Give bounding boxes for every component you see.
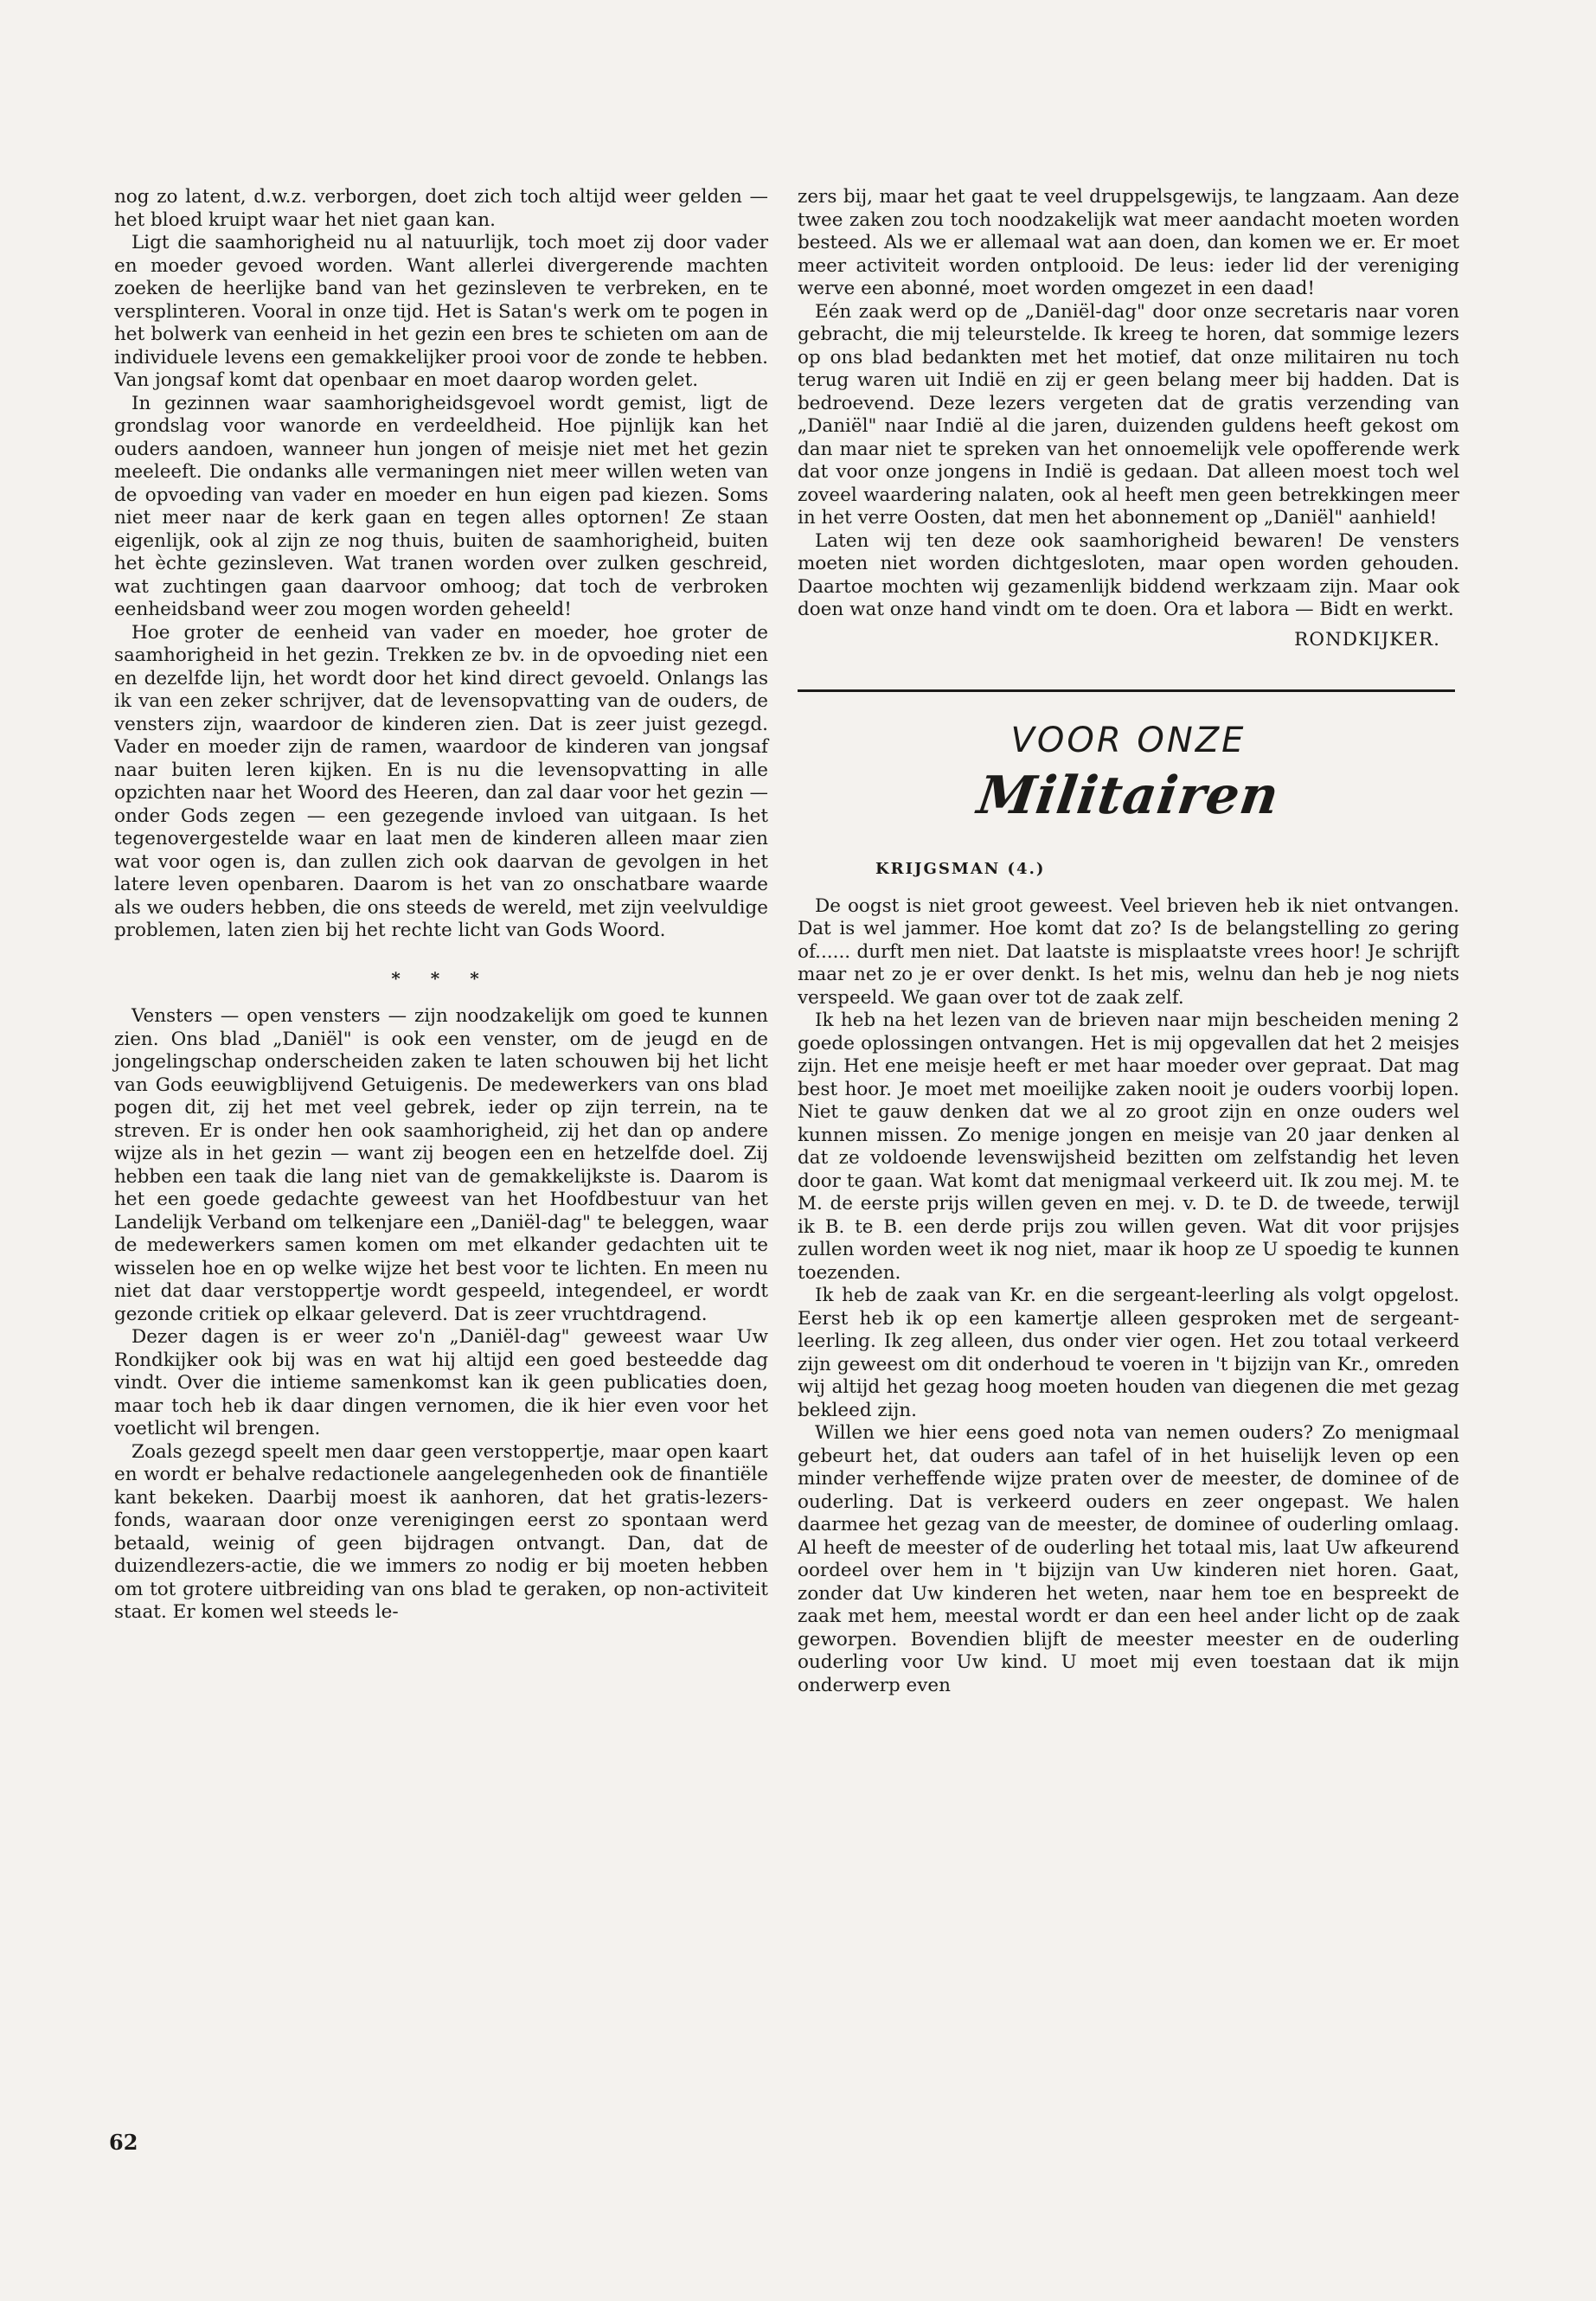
paragraph: Laten wij ten deze ook saamhorigheid bewaren! De vensters moeten niet worden dichtgesloten, maar open worden gehouden. Daartoe mochten wij gezamenlijk biddend werkzaam zijn. Maar ook doen wat onze hand vindt om te doen. Ora et labora — Bidt en werkt.: [798, 529, 1459, 620]
section-byline: KRIJGSMAN (4.): [875, 860, 1046, 878]
paragraph: Hoe groter de eenheid van vader en moeder, hoe groter de saamhorigheid in het gezin. Trekken ze bv. in de opvoeding niet een en dezelfde lijn, het wordt door het kind direct gevoeld. Onlangs las ik van een zeker schrijver, dat de levensopvatting van de ouders, de vensters zijn, waardoor de kinderen zien. Dat is zeer juist gezegd. Vader en moeder zijn de ramen, waardoor de kinderen van jongsaf naar buiten leren kijken. En is nu die levensopvatting in alle opzichten naar het Woord des Heeren, dan zal daar voor het gezin — onder Gods zegen — een gezegende invloed van uitgaan. Is het tegenovergestelde waar en laat men de kinderen alleen maar zien wat voor ogen is, dan zullen zich ook daarvan de gevolgen in het latere leven openbaren. Daarom is het van zo onschatbare waarde als we ouders hebben, die ons steeds de wereld, met zijn veelvuldige problemen, laten zien bij het rechte licht van Gods Woord.: [114, 621, 768, 941]
paragraph: Willen we hier eens goed nota van nemen ouders? Zo menigmaal gebeurt het, dat ouders aan tafel of in het huiselijk leven op een minder verheffende wijze praten over de meester, de dominee of de ouderling. Dat is verkeerd ouders en zeer ongepast. We halen daarmee het gezag van de meester, de dominee of ouderling omlaag. Al heeft de meester of de ouderling het totaal mis, laat Uw afkeurend oordeel over hem in 't bijzijn van Uw kinderen niet horen. Gaat, zonder dat Uw kinderen het weten, naar hem toe en bespreekt de zaak met hem, meestal wordt er dan een heel ander licht op de zaak geworpen. Bovendien blijft de meester meester en de ouderling ouderling voor Uw kind. U moet mij even toestaan dat ik mijn onderwerp even: [798, 1422, 1459, 1696]
paragraph: Ligt die saamhorigheid nu al natuurlijk, toch moet zij door vader en moeder gevoed worden. Want allerlei divergerende machten zoeken de heerlijke band van het gezinsleven te verbreken, en te versplinteren. Vooral in onze tijd. Het is Satan's werk om te pogen in het bolwerk van eenheid in het gezin een bres te schieten om aan de individuele levens een gemakkelijker prooi voor de zonde te hebben. Van jongsaf komt dat openbaar en moet daarop worden gelet.: [114, 232, 768, 391]
section-title: Militairen: [973, 766, 1284, 826]
paragraph: Ik heb na het lezen van de brieven naar mijn bescheiden mening 2 goede oplossingen ontvangen. Het is mij opgevallen dat het 2 meisjes zijn. Het ene meisje heeft er met haar moeder over gepraat. Dat mag best hoor. Je moet met moeilijke zaken nooit je ouders voorbij lopen. Niet te gauw denken dat we al zo groot zijn en onze ouders wel kunnen missen. Zo menige jongen en meisje van 20 jaar denken al dat ze voldoende levenswijsheid bezitten om zelfstandig het leven door te gaan. Wat komt dat menigmaal verkeerd uit. Ik zou mej. M. te M. de eerste prijs willen geven en mej. v. D. te D. de tweede, terwijl ik B. te B. een derde prijs zou willen geven. Wat dit voor prijsjes zullen worden weet ik nog niet, maar ik hoop ze U spoedig te kunnen toezenden.: [798, 1009, 1459, 1284]
paragraph: zers bij, maar het gaat te veel druppelsgewijs, te langzaam. Aan deze twee zaken zou toch noodzakelijk wat meer aandacht moeten worden besteed. Als we er allemaal wat aan doen, dan komen we er. Er moet meer activiteit worden ontplooid. De leus: ieder lid der vereniging werve een abonné, moet worden omgezet in een daad!: [798, 186, 1459, 299]
paragraph: nog zo latent, d.w.z. verborgen, doet zich toch altijd weer gelden — het bloed kruipt waar het niet gaan kan.: [114, 186, 768, 231]
paragraph: De oogst is niet groot geweest. Veel brieven heb ik niet ontvangen. Dat is wel jammer. Hoe komt dat zo? Is de belangstelling zo gering of...... durft men niet. Dat laatste is misplaatste vrees hoor! Je schrijft maar net zo je er over denkt. Is het mis, welnu dan heb je nog niets verspeeld. We gaan over tot de zaak zelf.: [798, 894, 1459, 1009]
right-column: [798, 186, 1459, 1697]
page-number: 62: [109, 2130, 138, 2155]
paragraph: Dezer dagen is er weer zo'n „Daniël-dag" geweest waar Uw Rondkijker ook bij was en wat hij altijd een goed besteedde dag vindt. Over die intieme samenkomst kan ik geen publicaties doen, maar toch heb ik daar dingen vernomen, die ik hier even voor het voetlicht wil brengen.: [114, 1326, 768, 1439]
paragraph: Eén zaak werd op de „Daniël-dag" door onze secretaris naar voren gebracht, die mij teleurstelde. Ik kreeg te horen, dat sommige lezers op ons blad bedankten met het motief, dat onze militairen nu toch terug waren uit Indië en zij er geen belang meer bij hadden. Dat is bedroevend. Deze lezers vergeten dat de gratis verzending van „Daniël" naar Indië al die jaren, duizenden guldens heeft gekost om dan maar niet te spreken van het onnoemelijk vele opofferende werk dat voor onze jongens in Indië is gedaan. Dat alleen moest toch wel zoveel waardering nalaten, ook al heeft men geen betrekkingen meer in het verre Oosten, dat men het abonnement op „Daniël" aanhield!: [798, 300, 1459, 529]
paragraph: Zoals gezegd speelt men daar geen verstoppertje, maar open kaart en wordt er behalve redactionele aangelegenheden ook de finantiële kant bekeken. Daarbij moest ik aanhoren, dat het gratis-lezers-fonds, waaraan door onze verenigingen eerst zo spontaan werd betaald, weinig of geen bijdragen ontvangt. Dan, dat de duizendlezers-actie, die we immers zo nodig er bij moeten hebben om tot grotere uitbreiding van ons blad te geraken, op non-activiteit staat. Er komen wel steeds le-: [114, 1440, 768, 1623]
section-separator: * * *: [391, 967, 491, 989]
paragraph: In gezinnen waar saamhorigheidsgevoel wordt gemist, ligt de grondslag voor wanorde en verdeeldheid. Hoe pijnlijk kan het ouders aandoen, wanneer hun jongen of meisje niet met het gezin meeleeft. Die ondanks alle vermaningen niet meer willen weten van de opvoeding van vader en moeder en hun eigen pad kiezen. Soms niet meer naar de kerk gaan en tegen alles optornen! Ze staan eigenlijk, ook al zijn ze nog thuis, buiten de saamhorigheid, buiten het èchte gezinsleven. Wat tranen worden over zulken geschreid, wat zuchtingen gaan daarvoor omhoog; dat toch de verbroken eenheidsband weer zou mogen worden geheeld!: [114, 392, 768, 620]
section-divider: [798, 689, 1455, 692]
section-heading: [798, 718, 1459, 829]
author-signature: RONDKIJKER.: [1294, 628, 1440, 651]
paragraph: Vensters — open vensters — zijn noodzakelijk om goed te kunnen zien. Ons blad „Daniël" is ook een venster, om de jeugd en de jongelingschap onderscheiden zaken te laten schouwen bij het licht van Gods eeuwigblijvend Getuigenis. De medewerkers van ons blad pogen dit, zij het met veel gebrek, ieder op zijn terrein, na te streven. Er is onder hen ook saamhorigheid, zij het dan op andere wijze als in het gezin — want zij beogen een en hetzelfde doel. Zij hebben een taak die lang niet van de gemakkelijkste is. Daarom is het een goede gedachte geweest van het Hoofdbestuur van het Landelijk Verband om telkenjare een „Daniël-dag" te beleggen, waar de medewerkers samen komen om met elkander gedachten uit te wisselen hoe en op welke wijze het best voor te lichten. En meen nu niet dat daar verstoppertje wordt gespeeld, integendeel, er wordt gezonde critiek op elkaar geleverd. Dat is zeer vruchtdragend.: [114, 1005, 768, 1325]
section-kicker: VOOR ONZE: [1010, 721, 1247, 760]
paragraph: Ik heb de zaak van Kr. en die sergeant-leerling als volgt opgelost. Eerst heb ik op een kamertje alleen gesproken met de sergeant-leerling. Ik zeg alleen, dus onder vier ogen. Het zou totaal verkeerd zijn geweest om dit onderhoud te voeren in 't bijzijn van Kr., omreden wij altijd het gezag hoog moeten houden van diegenen die met gezag bekleed zijn.: [798, 1285, 1459, 1421]
left-column: [114, 186, 768, 1625]
